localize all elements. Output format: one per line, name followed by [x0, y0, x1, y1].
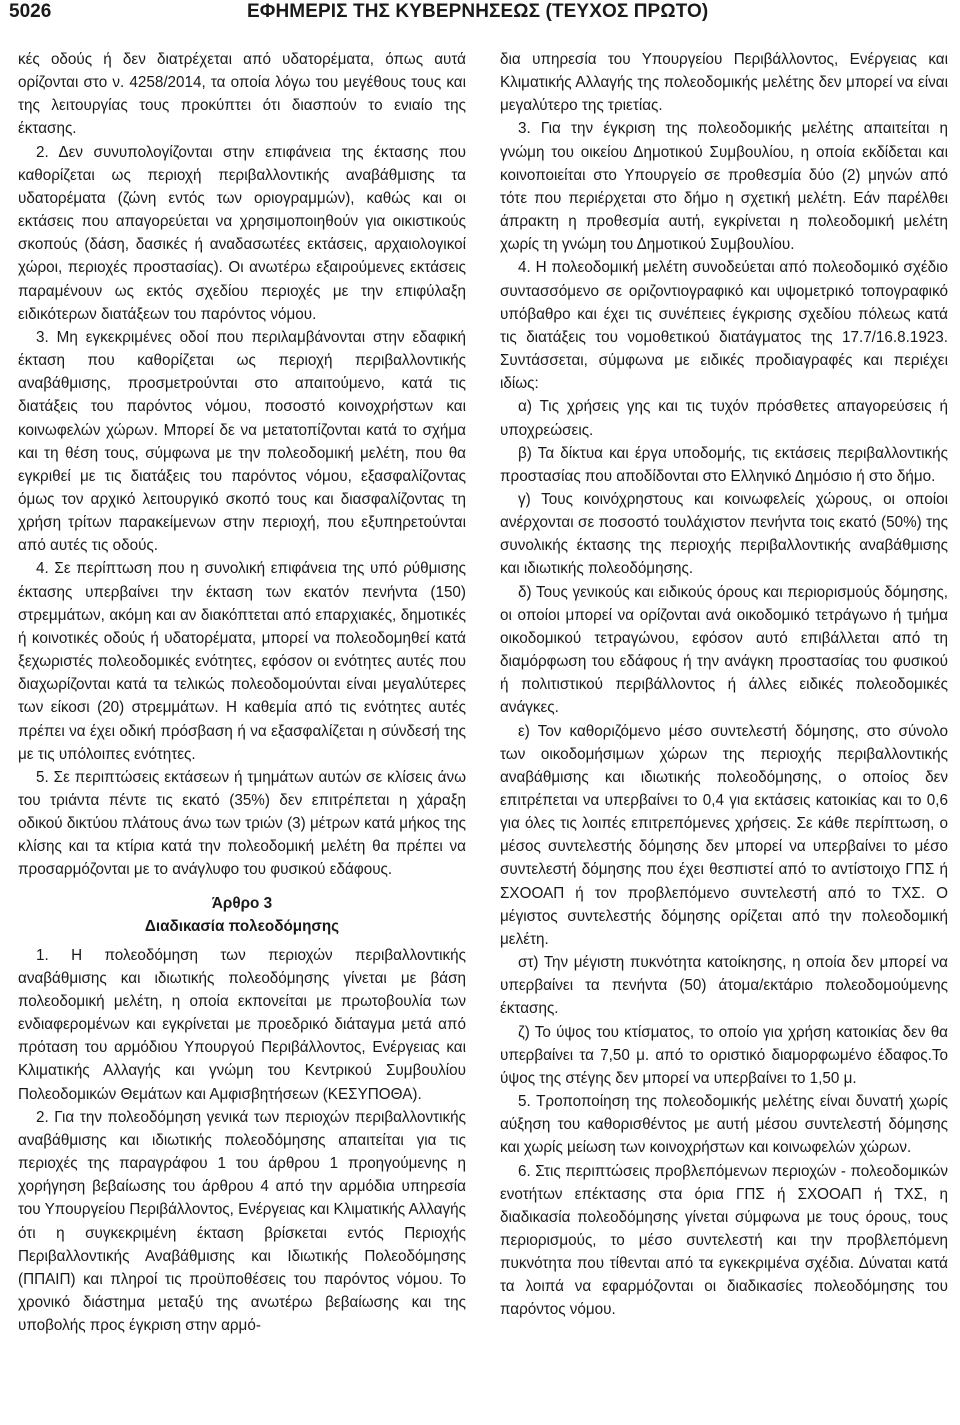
paragraph: 3. Για την έγκριση της πολεοδομικής μελέτης απαιτείται η γνώμη του οικείου Δημοτικού Συμβουλίου, η οποία εκδίδεται και κοινοποιείται στο Υπουργείο σε προθεσμία δύο (2) μηνών από τότε που περιέρχεται στο δήμο η σχετική μελέτη. Εάν παρέλθει άπρακτη η προθεσμία αυτή, εγκρίνεται η πολεοδομική μελέτη χωρίς τη γνώμη του Δημοτικού Συμβουλίου.: [500, 120, 948, 254]
paragraph: ζ) Το ύψος του κτίσματος, το οποίο για χρήση κατοικίας δεν θα υπερβαίνει τα 7,50 μ. από το οριστικό διαμορφωμένο έδαφος.Το ύψος της στέγης δεν μπορεί να υπερβαίνει το 1,50 μ.: [500, 1023, 948, 1087]
article-title: Άρθρο 3: [211, 894, 273, 912]
paragraph: 2. Δεν συνυπολογίζονται στην επιφάνεια της έκτασης που καθορίζεται ως περιοχή περιβαλλοντικής αναβάθμισης τα υδατορέματα (ζώνη εντός των οριογραμμών), καθώς και οι εκτάσεις που απαγορεύεται να χρησιμοποιηθούν για οικιστικούς σκοπούς (δάση, δασικές ή αναδασωτέες εκτάσεις, αρχαιολογικοί χώροι, περιοχές προστασίας). Οι ανωτέρω εξαιρούμενες εκτάσεις παραμένουν ως εκτός σχεδίου περιοχές με την επιφύλαξη ειδικότερων διατάξεων του παρόντος νόμου.: [18, 143, 466, 323]
paragraph: δια υπηρεσία του Υπουργείου Περιβάλλοντος, Ενέργειας και Κλιματικής Αλλαγής της πολεοδομικής μελέτης δεν μπορεί να είναι μεγαλύτερο της τριετίας.: [500, 51, 948, 115]
page-header: [0, 0, 960, 30]
paragraph: α) Τις χρήσεις γης και τις τυχόν πρόσθετες απαγορεύσεις ή υποχρεώσεις.: [500, 398, 948, 439]
paragraph: 1. Η πολεοδόμηση των περιοχών περιβαλλοντικής αναβάθμισης και ιδιωτικής πολεοδόμησης γίνεται με βάση πολεοδομική μελέτη, η οποία εκπονείται με πρωτοβουλία των ενδιαφερομένων και εγκρίνεται με προεδρικό διάταγμα μετά από πρόταση του αρμόδιου Υπουργού Περιβάλλοντος, Ενέργειας και Κλιματικής Αλλαγής και γνώμη του Κεντρικού Συμβουλίου Πολεοδομικών Θεμάτων και Αμφισβητήσεων (ΚΕΣΥΠΟΘΑ).: [18, 946, 466, 1103]
paragraph: 6. Στις περιπτώσεις προβλεπόμενων περιοχών - πολεοδομικών ενοτήτων επέκτασης στα όρια ΓΠΣ ή ΣΧΟΟΑΠ ή ΤΧΣ, η διαδικασία πολεοδόμησης γίνεται σύμφωνα με τους όρους, τους περιορισμούς, το μέσο συντελεστή και την προβλεπόμενη πυκνότητα που τίθενται από τα εγκεκριμένα σχέδια. Δύναται κατά τα λοιπά να εφαρμόζονται οι διαδικασίες πολεοδόμησης του παρόντος νόμου.: [500, 1162, 948, 1319]
article-subtitle: Διαδικασία πολεοδόμησης: [144, 917, 340, 935]
paragraph: γ) Τους κοινόχρηστους και κοινωφελείς χώρους, οι οποίοι ανέρχονται σε ποσοστό τουλάχιστον πενήντα τοις εκατό (50%) της συνολικής έκτασης της περιοχής περιβαλλοντικής αναβάθμισης και ιδιωτικής πολεοδόμησης.: [500, 490, 948, 578]
paragraph: στ) Την μέγιστη πυκνότητα κατοίκησης, η οποία δεν μπορεί να υπερβαίνει τα πενήντα (50) άτομα/εκτάριο πολεοδομούμενης έκτασης.: [500, 954, 948, 1018]
article-heading: [18, 892, 466, 938]
page-number: 5026: [9, 1, 52, 22]
paragraph: 4. Σε περίπτωση που η συνολική επιφάνεια της υπό ρύθμισης έκτασης υπερβαίνει την έκταση των εκατόν πενήντα (150) στρεμμάτων, ακόμη και αν διακόπτεται από επαρχιακές, δημοτικές ή κοινοτικές οδούς ή υδατορέματα, μπορεί να πολεοδομηθεί κατά ξεχωριστές πολεοδομικές ενότητες, εφόσον οι ενότητες αυτές που διαχωρίζονται κατά τα τελικώς πολεοδομούνται είναι μεγαλύτερες των είκοσι (20) στρεμμάτων. Η καθεμία από τις ενότητες αυτές πρέπει να έχει οδική πρόσβαση ή να εξασφαλίζεται η σύνδεσή της με τις υπόλοιπες ενότητες.: [18, 560, 466, 763]
paragraph: ε) Τον καθοριζόμενο μέσο συντελεστή δόμησης, στο σύνολο των οικοδομήσιμων χώρων της περιοχής περιβαλλοντικής αναβάθμισης και ιδιωτικής πολεοδόμησης, ο οποίος δεν επιτρέπεται να υπερβαίνει το 0,4 για εκτάσεις κατοικίας και το 0,6 για όλες τις λοιπές επιτρεπόμενες χρήσεις. Σε κάθε περίπτωση, ο μέσος συντελεστής δόμησης δεν μπορεί να υπερβαίνει το μέσο συντελεστή δόμησης που έχει θεσπιστεί από το αντίστοιχο ΓΠΣ ή ΣΧΟΟΑΠ ή τον προβλεπόμενο συντελεστή από το ΤΧΣ. Ο μέγιστος συντελεστής δόμησης ορίζεται από την πολεοδομική μελέτη.: [500, 722, 948, 948]
left-column: [18, 48, 466, 1337]
paragraph: δ) Τους γενικούς και ειδικούς όρους και περιορισμούς δόμησης, οι οποίοι μπορεί να ορίζονται ανά οικοδομικό τετράγωνο ή τμήμα οικοδομικού τετραγώνου, εφόσον αυτό επιβάλλεται από τη διαμόρφωση του εδάφους ή την ανάγκη προστασίας του φυσικού ή πολιτιστικού περιβάλλοντος ή άλλες ειδικές πολεοδομικές ανάγκες.: [500, 583, 948, 717]
paragraph: β) Τα δίκτυα και έργα υποδομής, τις εκτάσεις περιβαλλοντικής προστασίας που αποδίδονται στο Ελληνικό Δημόσιο ή στο δήμο.: [500, 444, 948, 485]
paragraph: 5. Τροποποίηση της πολεοδομικής μελέτης είναι δυνατή χωρίς αύξηση του καθορισθέντος με αυτή μέσου συντελεστή δόμησης και χωρίς μείωση των κοινοχρήστων και κοινωφελών χώρων.: [500, 1093, 948, 1157]
paragraph: 2. Για την πολεοδόμηση γενικά των περιοχών περιβαλλοντικής αναβάθμισης και ιδιωτικής πολεοδόμησης απαιτείται για τις περιοχές της παραγράφου 1 του άρθρου 1 προηγούμενης η χορήγηση βεβαίωσης του άρθρου 4 από την αρμόδια υπηρεσία του Υπουργείου Περιβάλλοντος, Ενέργειας και Κλιματικής Αλλαγής ότι η συγκεκριμένη έκταση βρίσκεται εντός Περιοχής Περιβαλλοντικής Αναβάθμισης και Ιδιωτικής Πολεοδόμησης (ΠΠΑΙΠ) και πληροί τις προϋποθέσεις του παρόντος νόμου. Το χρονικό διάστημα μεταξύ της ανωτέρω βεβαίωσης και της υποβολής προς έγκριση στην αρμό-: [18, 1108, 467, 1335]
paragraph: 5. Σε περιπτώσεις εκτάσεων ή τμημάτων αυτών σε κλίσεις άνω του τριάντα πέντε τις εκατό (35%) δεν επιτρέπεται η χάραξη οδικού δικτύου πλάτους άνω των τριών (3) μέτρων κατά μήκος της κλίσης και τα κτίρια κατά την πολεοδομική μελέτη θα πρέπει να προσαρμόζονται με το ανάγλυφο του φυσικού εδάφους.: [18, 768, 466, 879]
paragraph: 4. Η πολεοδομική μελέτη συνοδεύεται από πολεοδομικό σχέδιο συντασσόμενο σε οριζοντιογραφικό και υψομετρικό τοπογραφικό υπόβαθρο και έχει τις συνέπειες έγκρισης σχεδίου πόλεως κατά τις διατάξεις του νομοθετικού διατάγματος της 17.7/16.8.1923. Συντάσσεται, σύμφωνα με ειδικές προδιαγραφές και περιέχει ιδίως:: [500, 259, 948, 393]
paragraph: κές οδούς ή δεν διατρέχεται από υδατορέματα, όπως αυτά ορίζονται στο ν. 4258/2014, τα οποία λόγω του μεγέθους τους και της λειτουργίας τους προκύπτει ότι διασπούν το ενιαίο της έκτασης.: [18, 51, 466, 138]
right-column: [500, 48, 948, 1322]
paragraph: 3. Μη εγκεκριμένες οδοί που περιλαμβάνονται στην εδαφική έκταση που καθορίζεται ως περιοχή περιβαλλοντικής αναβάθμισης, προσμετρούνται στο απαιτούμενο, κατά τις διατάξεις του παρόντος νόμου, ποσοστό κοινοχρήστων και κοινωφελών χώρων. Μπορεί δε να μετατοπίζονται κατά το σχήμα και τη θέση τους, σύμφωνα με την πολεοδομική μελέτη, που θα εγκριθεί με τις διατάξεις του παρόντος νόμου, εξασφαλίζοντας όμως τον αρχικό λειτουργικό σκοπό τους και διασφαλίζοντας τη χρήση τρίτων παρακείμενων στην περιοχή, που εξυπηρετούνται από αυτές τις οδούς.: [18, 328, 466, 555]
journal-title: ΕΦΗΜΕΡΙΣ ΤΗΣ ΚΥΒΕΡΝΗΣΕΩΣ (ΤΕΥΧΟΣ ΠΡΩΤΟ): [247, 1, 709, 22]
